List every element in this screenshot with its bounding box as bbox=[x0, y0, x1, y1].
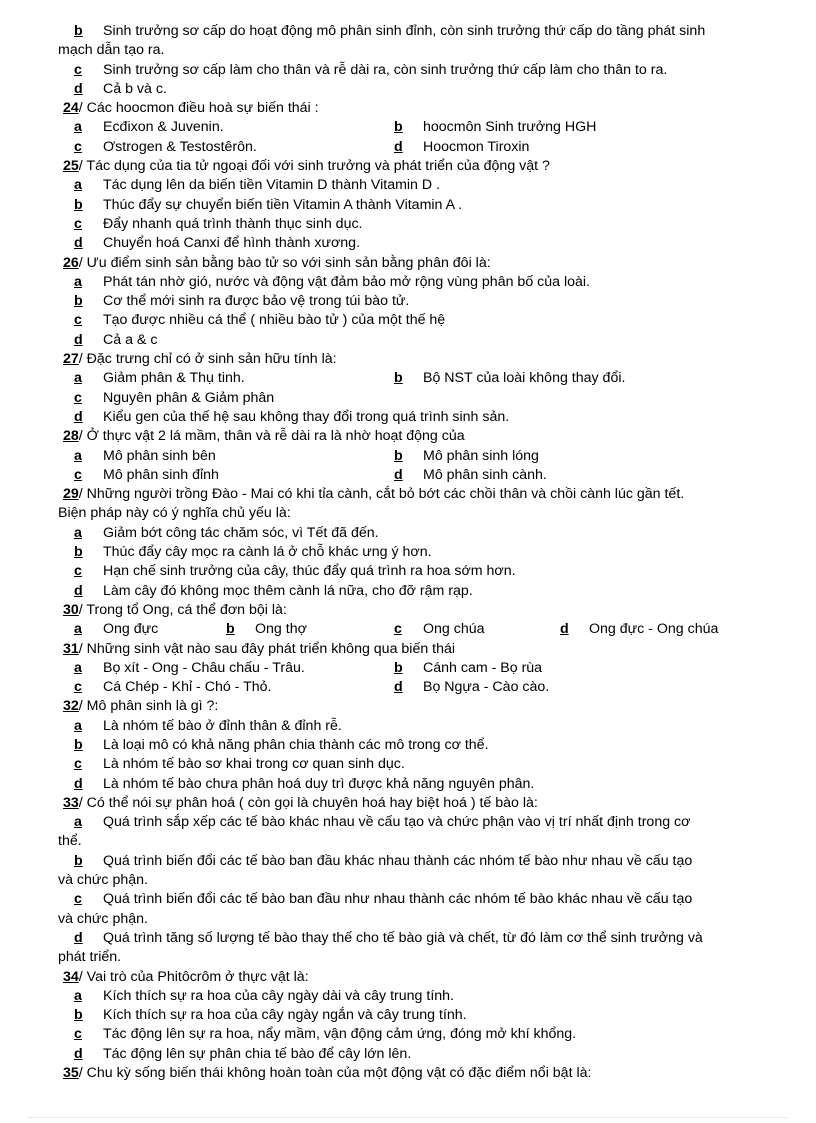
option-text: Nguyên phân & Giảm phân bbox=[103, 389, 275, 406]
option-a-cont: thể. bbox=[58, 833, 82, 850]
option-letter: c bbox=[394, 621, 402, 638]
option-a bbox=[74, 660, 305, 676]
option-text: Quá trình biến đổi các tế bào ban đầu như nhau thành các nhóm tế bào khác nhau về cấu tạo bbox=[103, 891, 693, 908]
option-letter: d bbox=[560, 621, 569, 638]
option-row bbox=[60, 118, 778, 137]
question-34 bbox=[60, 968, 778, 987]
option-b bbox=[394, 659, 542, 678]
question-25 bbox=[60, 157, 778, 176]
option-text: Mô phân sinh bên bbox=[103, 447, 216, 464]
option-b bbox=[60, 852, 778, 871]
option-letter: d bbox=[74, 582, 83, 599]
option-c bbox=[60, 389, 778, 408]
option-text: Bộ NST của loài không thay đổi. bbox=[423, 370, 626, 387]
option-text: Mô phân sinh đỉnh bbox=[103, 466, 219, 483]
option-d bbox=[394, 466, 547, 485]
option-letter: b bbox=[74, 736, 83, 753]
option-c bbox=[60, 562, 778, 581]
option-text: Kích thích sự ra hoa của cây ngày ngắn và cây trung tính. bbox=[103, 1007, 467, 1024]
option-a bbox=[60, 717, 778, 736]
option-b bbox=[60, 736, 778, 755]
question-number: 35 bbox=[63, 1065, 79, 1082]
question-30 bbox=[60, 601, 778, 620]
option-letter: b bbox=[74, 852, 83, 869]
option-letter: b bbox=[226, 621, 235, 638]
option-a bbox=[60, 987, 778, 1006]
option-text: Mô phân sinh cành. bbox=[423, 466, 547, 483]
option-b bbox=[60, 543, 778, 562]
option-text: Là nhóm tế bào ở đỉnh thân & đỉnh rễ. bbox=[103, 717, 342, 734]
option-prev-c bbox=[60, 61, 778, 80]
option-letter: b bbox=[394, 659, 403, 676]
option-text: Sinh trưởng sơ cấp do hoạt động mô phân sinh đỉnh, còn sinh trưởng thứ cấp do tầng phát sinh bbox=[103, 23, 706, 39]
option-d bbox=[60, 775, 778, 794]
option-letter: a bbox=[74, 987, 82, 1004]
option-letter: d bbox=[74, 331, 83, 348]
option-text: Thúc đẩy cây mọc ra cành lá ở chỗ khác ưng ý hơn. bbox=[103, 544, 432, 561]
option-row bbox=[60, 659, 778, 678]
question-text: / Tác dụng của tia tử ngoại đối với sinh trưởng và phát triển của động vật ? bbox=[78, 158, 550, 175]
option-letter: c bbox=[74, 679, 82, 696]
option-d bbox=[394, 678, 549, 697]
question-text: / Đặc trưng chỉ có ở sinh sản hữu tính là: bbox=[78, 351, 337, 368]
option-a bbox=[74, 370, 245, 386]
option-letter: c bbox=[74, 215, 82, 232]
question-29-cont: Biện pháp này có ý nghĩa chủ yếu là: bbox=[58, 505, 291, 522]
option-text: Tạo được nhiều cá thể ( nhiều bào tử ) của một thế hệ bbox=[103, 312, 446, 329]
option-text: Ong chúa bbox=[423, 621, 485, 638]
option-letter: a bbox=[74, 524, 82, 541]
page-bottom-divider bbox=[28, 1117, 788, 1118]
option-d bbox=[60, 582, 778, 601]
option-letter: a bbox=[74, 659, 82, 676]
option-letter: a bbox=[74, 273, 82, 290]
option-text: Tác động lên sự ra hoa, nẩy mầm, vận động cảm ứng, đóng mở khí khổng. bbox=[103, 1026, 577, 1043]
question-29 bbox=[60, 485, 778, 504]
option-letter: a bbox=[74, 621, 82, 638]
option-text: Là nhóm tế bào sơ khai trong cơ quan sinh dục. bbox=[103, 756, 405, 773]
option-b bbox=[60, 292, 778, 311]
option-text: Hoocmon Tiroxin bbox=[423, 138, 530, 155]
option-letter: d bbox=[394, 138, 403, 155]
question-35 bbox=[60, 1064, 778, 1083]
option-b bbox=[394, 118, 596, 137]
option-text: Ong đực - Ong chúa bbox=[589, 621, 719, 638]
option-d bbox=[560, 620, 718, 639]
option-letter: b bbox=[394, 119, 403, 136]
option-d bbox=[60, 929, 778, 948]
option-text: Thúc đẩy sự chuyển biến tiền Vitamin A thành Vitamin A . bbox=[103, 196, 463, 213]
option-c bbox=[394, 620, 485, 639]
option-c bbox=[60, 1025, 778, 1044]
option-row bbox=[60, 138, 778, 157]
question-32 bbox=[60, 697, 778, 716]
question-text: / Mô phân sinh là gì ?: bbox=[78, 698, 219, 715]
option-letter: a bbox=[74, 177, 82, 194]
option-letter: d bbox=[394, 466, 403, 483]
option-b bbox=[226, 620, 307, 639]
option-d bbox=[60, 408, 778, 427]
option-prev-b bbox=[60, 22, 778, 41]
option-letter: d bbox=[74, 235, 83, 252]
option-text: Ong đực bbox=[103, 621, 159, 638]
option-letter: a bbox=[74, 447, 82, 464]
question-number: 34 bbox=[63, 968, 79, 985]
option-text: Tác dụng lên da biến tiền Vitamin D thành Vitamin D . bbox=[103, 177, 441, 194]
option-text: Sinh trưởng sơ cấp làm cho thân và rễ dài ra, còn sinh trưởng thứ cấp làm cho thân to ra. bbox=[103, 61, 668, 78]
option-letter: a bbox=[74, 814, 82, 831]
option-a bbox=[60, 524, 778, 543]
option-text: Giảm bớt công tác chăm sóc, vì Tết đã đến. bbox=[103, 524, 379, 541]
question-28 bbox=[60, 427, 778, 446]
question-text: / Ưu điểm sinh sản bằng bào tử so với sinh sản bằng phân đôi là: bbox=[78, 254, 491, 271]
option-a bbox=[60, 813, 778, 832]
option-a bbox=[74, 119, 224, 135]
option-text: Hạn chế sinh trưởng của cây, thúc đẩy quá trình ra hoa sớm hơn. bbox=[103, 563, 516, 580]
question-text: / Trong tổ Ong, cá thể đơn bội là: bbox=[78, 601, 287, 618]
option-text: Cơ thể mới sinh ra được bảo vệ trong túi bào tử. bbox=[103, 293, 410, 310]
quiz-content bbox=[60, 22, 778, 1083]
option-d-cont: phát triển. bbox=[58, 949, 122, 966]
option-c bbox=[74, 139, 257, 155]
question-33 bbox=[60, 794, 778, 813]
option-text: Quá trình biến đổi các tế bào ban đầu khác nhau thành các nhóm tế bào như nhau về cấu tạo bbox=[103, 852, 693, 869]
option-text: Kích thích sự ra hoa của cây ngày dài và cây trung tính. bbox=[103, 987, 454, 1004]
option-text: Cả a & c bbox=[103, 331, 158, 348]
option-letter: d bbox=[74, 80, 83, 97]
option-text: Mô phân sinh lóng bbox=[423, 447, 539, 464]
option-b bbox=[394, 369, 625, 388]
option-c bbox=[60, 215, 778, 234]
option-row bbox=[60, 369, 778, 388]
option-a bbox=[74, 621, 158, 637]
question-text: / Các hoocmon điều hoà sự biến thái : bbox=[78, 100, 319, 117]
option-letter: b bbox=[74, 196, 83, 213]
question-number: 28 bbox=[63, 428, 79, 445]
option-letter: d bbox=[394, 679, 403, 696]
option-b-cont: và chức phận. bbox=[58, 872, 148, 889]
option-b bbox=[60, 196, 778, 215]
option-letter: b bbox=[74, 23, 83, 39]
option-text: Kiểu gen của thế hệ sau không thay đổi trong quá trình sinh sản. bbox=[103, 408, 510, 425]
option-letter: b bbox=[74, 1007, 83, 1024]
option-letter: a bbox=[74, 370, 82, 387]
option-c bbox=[74, 679, 271, 695]
option-text: Ong thợ bbox=[255, 621, 307, 638]
option-prev-d bbox=[60, 80, 778, 99]
option-letter: a bbox=[74, 119, 82, 136]
question-number: 32 bbox=[63, 698, 79, 715]
option-d bbox=[60, 1045, 778, 1064]
question-text: / Có thể nói sự phân hoá ( còn gọi là chuyên hoá hay biệt hoá ) tế bào là: bbox=[78, 794, 538, 811]
option-row bbox=[60, 678, 778, 697]
option-letter: a bbox=[74, 717, 82, 734]
question-27 bbox=[60, 350, 778, 369]
question-text: / Chu kỳ sống biến thái không hoàn toàn của một động vật có đặc điểm nổi bật là: bbox=[78, 1065, 592, 1082]
option-text: Cá Chép - Khỉ - Chó - Thỏ. bbox=[103, 679, 272, 696]
option-text: Ecđixon & Juvenin. bbox=[103, 119, 224, 136]
option-letter: c bbox=[74, 563, 82, 580]
option-text: Bọ xít - Ong - Châu chấu - Trâu. bbox=[103, 659, 305, 676]
option-c-cont: và chức phận. bbox=[58, 910, 148, 927]
option-letter: d bbox=[74, 1045, 83, 1062]
option-letter: d bbox=[74, 775, 83, 792]
option-d bbox=[60, 331, 778, 350]
option-a bbox=[60, 176, 778, 195]
option-d bbox=[60, 234, 778, 253]
option-letter: b bbox=[394, 447, 403, 464]
option-text: Là loại mô có khả năng phân chia thành các mô trong cơ thể. bbox=[103, 736, 489, 753]
option-text: Tác động lên sự phân chia tế bào để cây lớn lên. bbox=[103, 1045, 412, 1062]
option-text: Giảm phân & Thụ tinh. bbox=[103, 370, 245, 387]
option-text: Ơstrogen & Testostêrôn. bbox=[103, 138, 257, 155]
option-text: hoocmôn Sinh trưởng HGH bbox=[423, 119, 597, 136]
option-text: Đẩy nhanh quá trình thành thục sinh dục. bbox=[103, 215, 363, 232]
question-text: / Ở thực vật 2 lá mầm, thân và rễ dài ra là nhờ hoạt động của bbox=[78, 428, 465, 445]
option-c bbox=[60, 755, 778, 774]
option-d bbox=[394, 138, 529, 157]
option-row bbox=[60, 447, 778, 466]
question-number: 24 bbox=[63, 100, 79, 117]
option-row bbox=[60, 466, 778, 485]
question-31 bbox=[60, 640, 778, 659]
option-c bbox=[60, 311, 778, 330]
question-number: 29 bbox=[63, 486, 79, 503]
option-row bbox=[60, 620, 778, 639]
option-text: Bọ Ngựa - Cào cào. bbox=[423, 679, 550, 696]
option-c bbox=[60, 890, 778, 909]
question-number: 27 bbox=[63, 351, 79, 368]
question-number: 33 bbox=[63, 794, 79, 811]
option-letter: c bbox=[74, 138, 82, 155]
question-number: 25 bbox=[63, 158, 79, 175]
option-text: Quá trình sắp xếp các tế bào khác nhau về cấu tạo và chức phận vào vị trí nhất định trong cơ bbox=[103, 814, 691, 831]
question-number: 26 bbox=[63, 254, 79, 271]
option-prev-b-cont: mạch dẫn tạo ra. bbox=[58, 42, 165, 59]
option-letter: c bbox=[74, 61, 82, 78]
question-number: 31 bbox=[63, 640, 79, 657]
option-a bbox=[60, 273, 778, 292]
option-letter: c bbox=[74, 756, 82, 773]
option-letter: c bbox=[74, 891, 82, 908]
option-letter: c bbox=[74, 466, 82, 483]
question-text: / Vai trò của Phitôcrôm ở thực vật là: bbox=[78, 968, 309, 985]
option-text: Cánh cam - Bọ rùa bbox=[423, 659, 543, 676]
option-text: Cả b và c. bbox=[103, 80, 167, 97]
option-letter: b bbox=[74, 544, 83, 561]
option-text: Làm cây đó không mọc thêm cành lá nữa, cho đỡ rậm rạp. bbox=[103, 582, 473, 599]
option-c bbox=[74, 467, 219, 483]
option-letter: b bbox=[74, 293, 83, 310]
option-letter: c bbox=[74, 312, 82, 329]
option-b bbox=[60, 1006, 778, 1025]
question-26 bbox=[60, 254, 778, 273]
option-text: Là nhóm tế bào chưa phân hoá duy trì được khả năng nguyên phân. bbox=[103, 775, 535, 792]
question-text: / Những người trồng Đào - Mai có khi tỉa cành, cắt bỏ bớt các chồi thân và chồi cành lúc gần tết. bbox=[78, 486, 685, 503]
option-letter: d bbox=[74, 408, 83, 425]
option-letter: c bbox=[74, 1026, 82, 1043]
option-letter: c bbox=[74, 389, 82, 406]
question-number: 30 bbox=[63, 601, 79, 618]
option-text: Chuyển hoá Canxi để hình thành xương. bbox=[103, 235, 361, 252]
option-letter: d bbox=[74, 929, 83, 946]
option-letter: b bbox=[394, 370, 403, 387]
option-b bbox=[394, 447, 539, 466]
option-text: Quá trình tăng số lượng tế bào thay thế cho tế bào già và chết, từ đó làm cơ thể sinh trưởng và bbox=[103, 929, 703, 946]
option-a bbox=[74, 448, 216, 464]
option-text: Phát tán nhờ gió, nước và động vật đảm bảo mở rộng vùng phân bố của loài. bbox=[103, 273, 590, 290]
question-text: / Những sinh vật nào sau đây phát triển không qua biến thái bbox=[78, 640, 456, 657]
question-24 bbox=[60, 99, 778, 118]
